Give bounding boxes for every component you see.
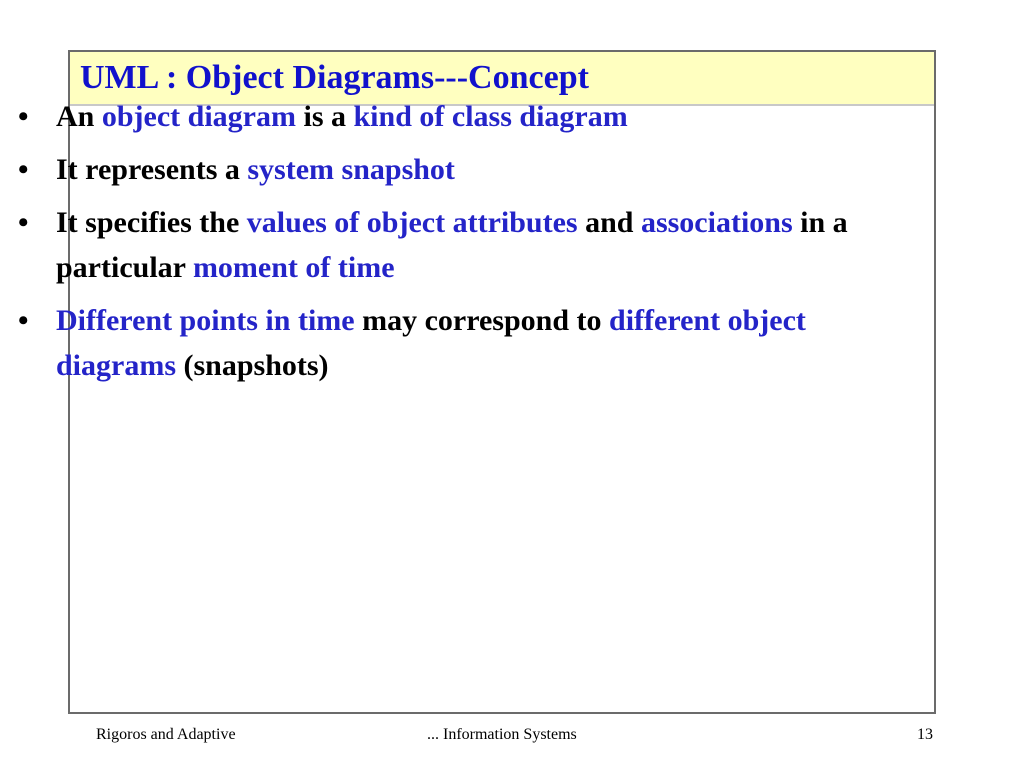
bullet-item [18,147,858,192]
highlighted-term: system snapshot [247,153,455,186]
text-run: in a particular [56,206,848,284]
footer-center-text: ... Information Systems [427,726,577,743]
text-run: An [56,100,95,133]
bullet-item [18,298,858,388]
bullet-glyph: • [18,206,29,239]
highlighted-term: kind of class diagram [353,100,628,133]
bullet-list [18,94,858,396]
page-number: 13 [917,726,933,743]
text-run: may correspond to [362,304,602,337]
text-run: It specifies the [56,206,240,239]
bullet-item [18,200,858,290]
highlighted-term: moment of time [192,251,395,284]
text-run: (snapshots) [183,349,329,382]
highlighted-term: associations [640,206,793,239]
bullet-item [18,94,858,139]
text-run: is a [303,100,346,133]
highlighted-term: values of object attributes [246,206,578,239]
highlighted-term: different object diagrams [56,304,806,382]
bullet-glyph: • [18,304,29,337]
bullet-glyph: • [18,153,29,186]
footer-left-text: Rigoros and Adaptive [96,726,236,743]
bullet-glyph: • [18,100,29,133]
highlighted-term: object diagram [101,100,296,133]
slide-title: UML : Object Diagrams---Concept [80,59,589,96]
text-run: It represents a [56,153,240,186]
text-run: and [585,206,634,239]
highlighted-term: Different points in time [56,304,355,337]
